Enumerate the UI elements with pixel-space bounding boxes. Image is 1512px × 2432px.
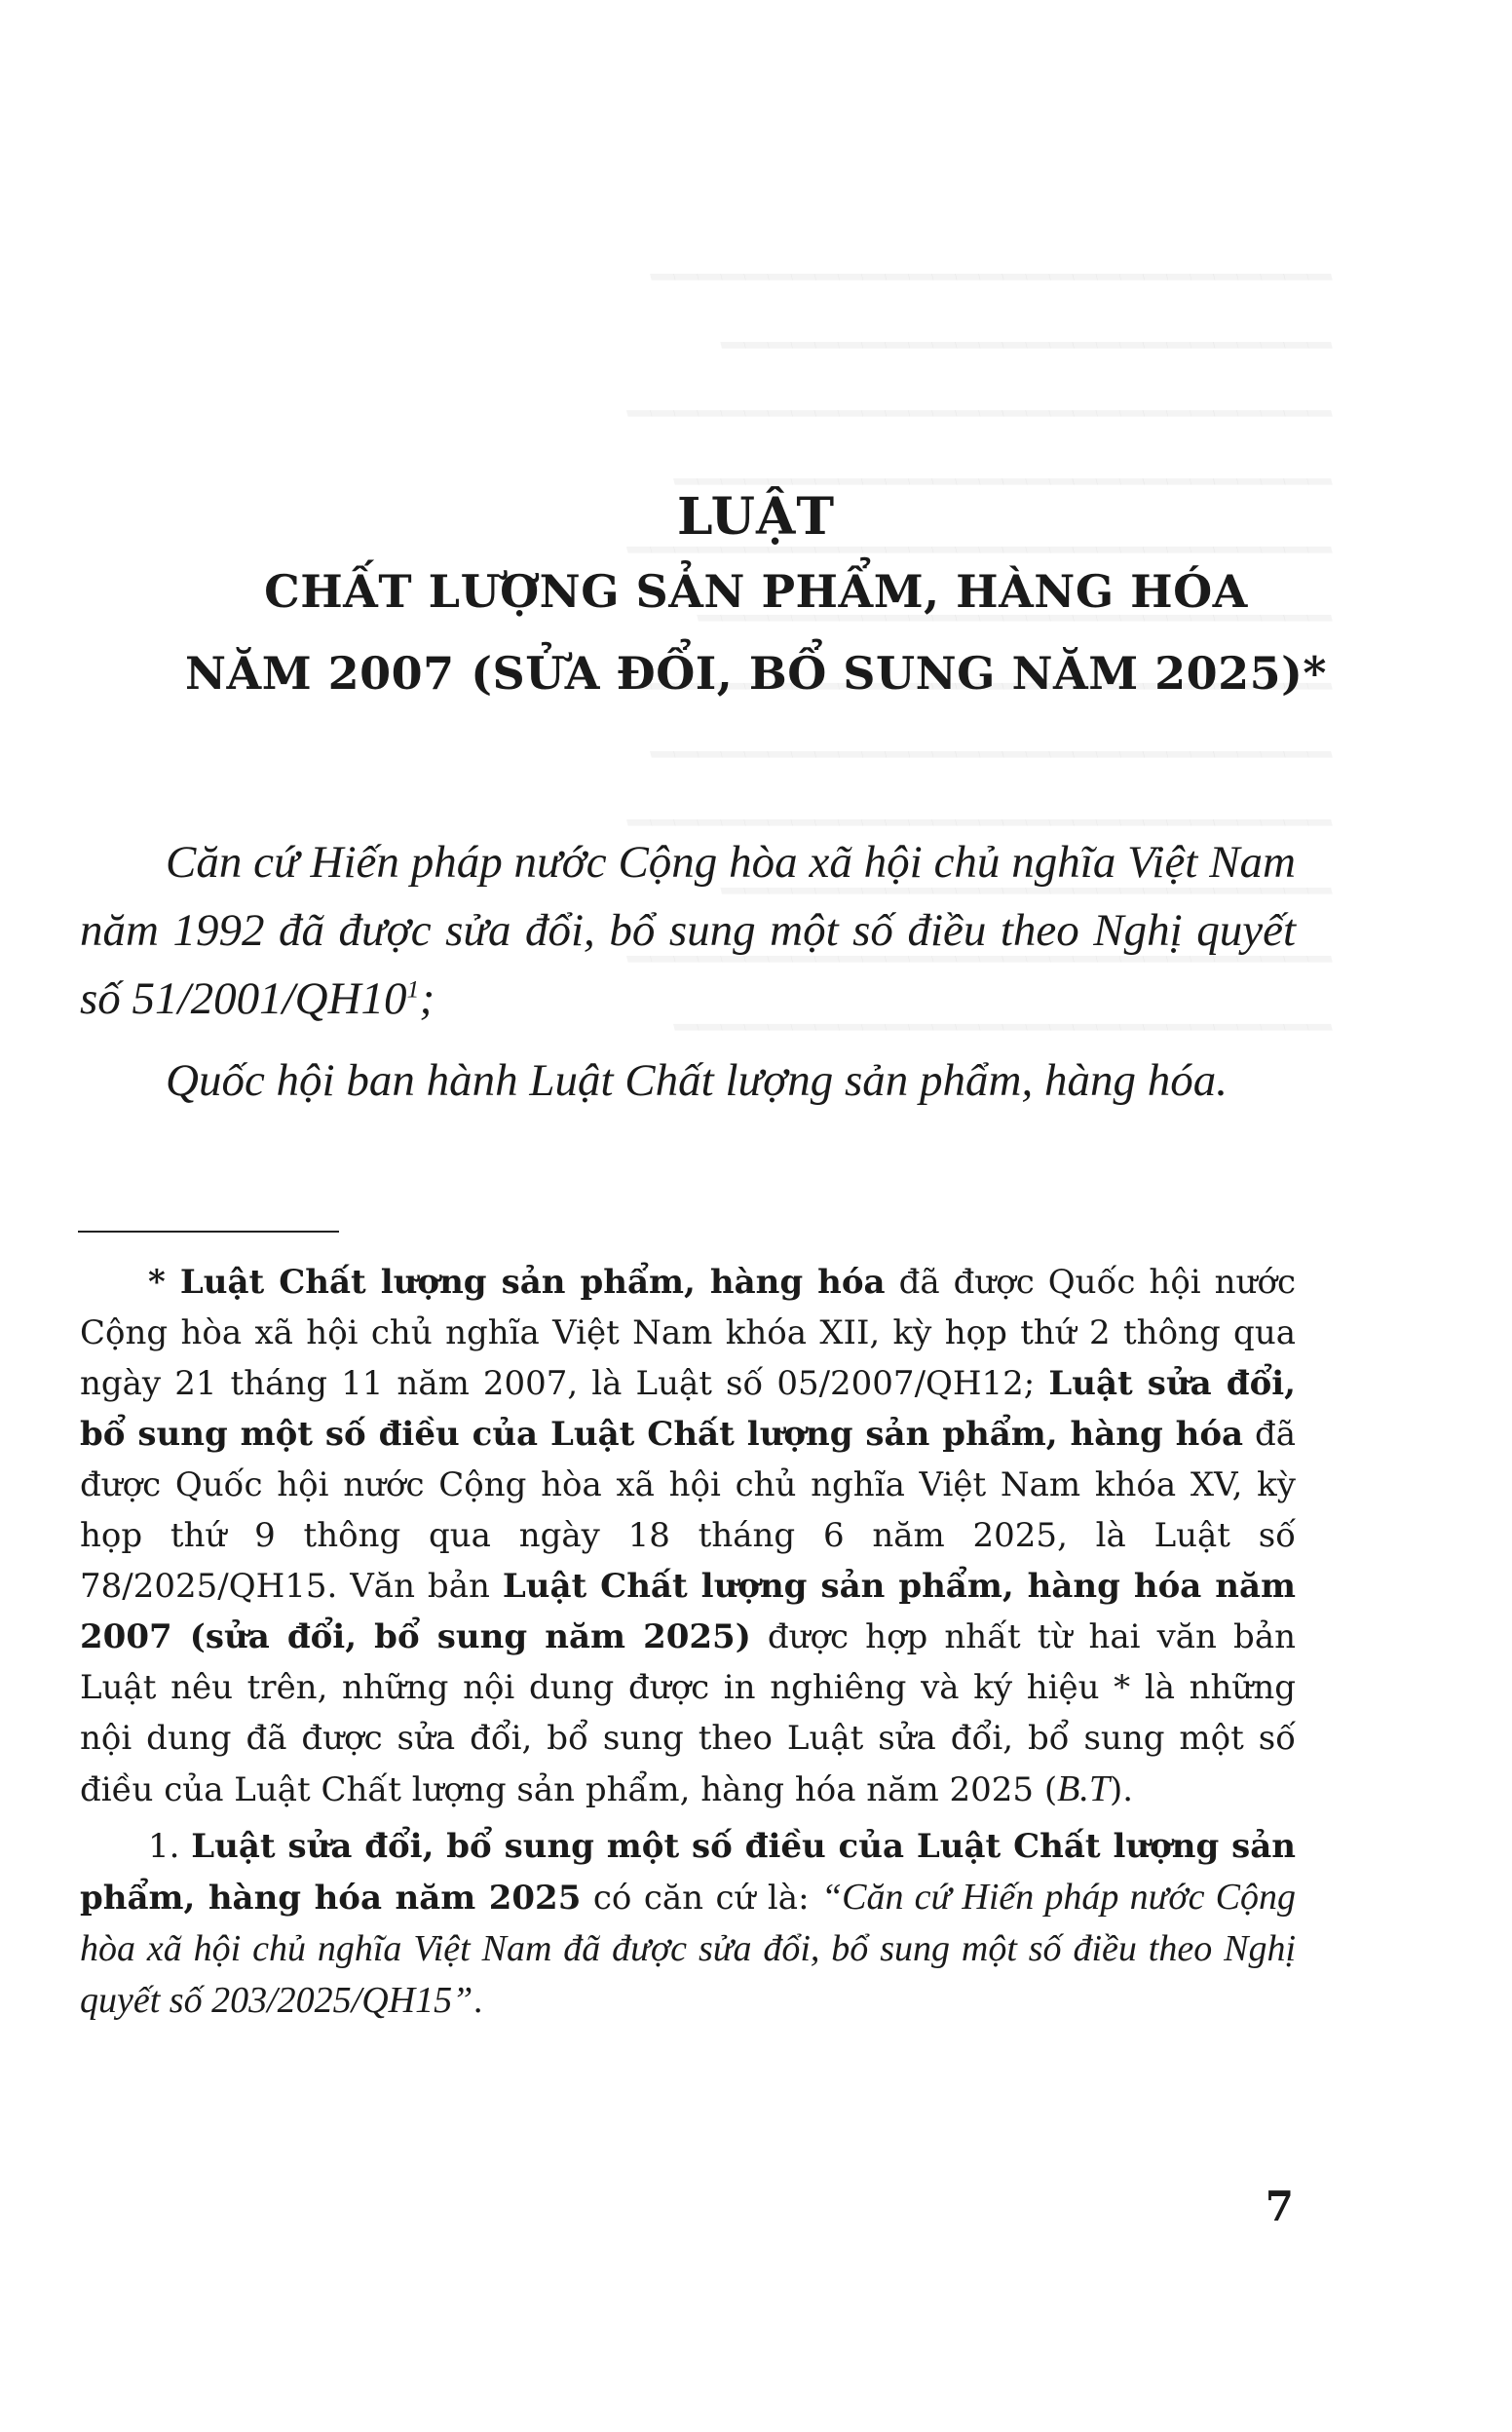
preamble-paragraph-1 [80, 828, 1296, 1033]
footnote-1-quote: “Căn cứ Hiến pháp nước Cộng hòa xã hội chủ nghĩa Việt Nam đã được sửa đổi, bổ sung một số điều theo Nghị quyết số 203/2025/QH15” [80, 1877, 1296, 2021]
footnote-star-bold-1: * Luật Chất lượng sản phẩm, hàng hóa [148, 1263, 886, 1302]
law-title-label: LUẬT [676, 487, 836, 547]
footnote-1-bold: Luật sửa đổi, bổ sung một số điều của Luật Chất lượng sản phẩm, hàng hóa năm 2025 [80, 1827, 1296, 1918]
footnote-star-text-3: được hợp nhất từ hai văn bản Luật nêu trên, những nội dung được in nghiêng và ký hiệu * là những nội dung đã được sửa đổi, bổ sung theo Luật sửa đổi, bổ sung một số điều của Luật Chất lượng sản phẩm, hàng hóa năm 2025 ( [80, 1617, 1296, 1809]
footnote-reference-1: 1 [406, 974, 420, 1004]
footnote-1-text: có căn cứ là: [581, 1879, 821, 1918]
preamble-punctuation: ; [419, 973, 435, 1024]
footnote-star-bold-2: Luật sửa đổi, bổ sung một số điều của Luật Chất lượng sản phẩm, hàng hóa [80, 1364, 1296, 1454]
preamble [80, 828, 1296, 1128]
law-title: CHẤT LƯỢNG SẢN PHẨM, HÀNG HÓA [264, 565, 1248, 618]
law-title-year: NĂM 2007 (SỬA ĐỔI, BỔ SUNG NĂM 2025)* [184, 647, 1327, 700]
page-number: 7 [1265, 2183, 1294, 2230]
footnote-1 [80, 1821, 1296, 2027]
footnote-star [80, 1257, 1296, 1815]
footnote-star-text-4: ). [1109, 1770, 1134, 1809]
footnote-star-text-2: đã được Quốc hội nước Cộng hòa xã hội chủ nghĩa Việt Nam khóa XV, kỳ họp thứ 9 thông qua ngày 18 tháng 6 năm 2025, là Luật số 78/2025/QH15. Văn bản [80, 1415, 1297, 1606]
footnote-divider [78, 1231, 339, 1233]
footnotes [80, 1257, 1296, 2027]
footnote-star-bold-3: Luật Chất lượng sản phẩm, hàng hóa năm 2007 (sửa đổi, bổ sung năm 2025) [80, 1567, 1296, 1656]
footnote-1-number: 1. [148, 1827, 192, 1866]
preamble-text-1: Căn cứ Hiến pháp nước Cộng hòa xã hội chủ nghĩa Việt Nam năm 1992 đã được sửa đổi, bổ sung một số điều theo Nghị quyết số 51/2001/QH10 [80, 837, 1296, 1024]
footnote-star-italic: B.T [1057, 1768, 1110, 1809]
footnote-1-end: . [472, 1982, 484, 2021]
footnote-star-text-1: đã được Quốc hội nước Cộng hòa xã hội chủ nghĩa Việt Nam khóa XII, kỳ họp thứ 2 thông qua ngày 21 tháng 11 năm 2007, là Luật số 05/2007/QH12; [80, 1263, 1296, 1403]
preamble-paragraph-2: Quốc hội ban hành Luật Chất lượng sản phẩm, hàng hóa. [166, 1055, 1228, 1106]
